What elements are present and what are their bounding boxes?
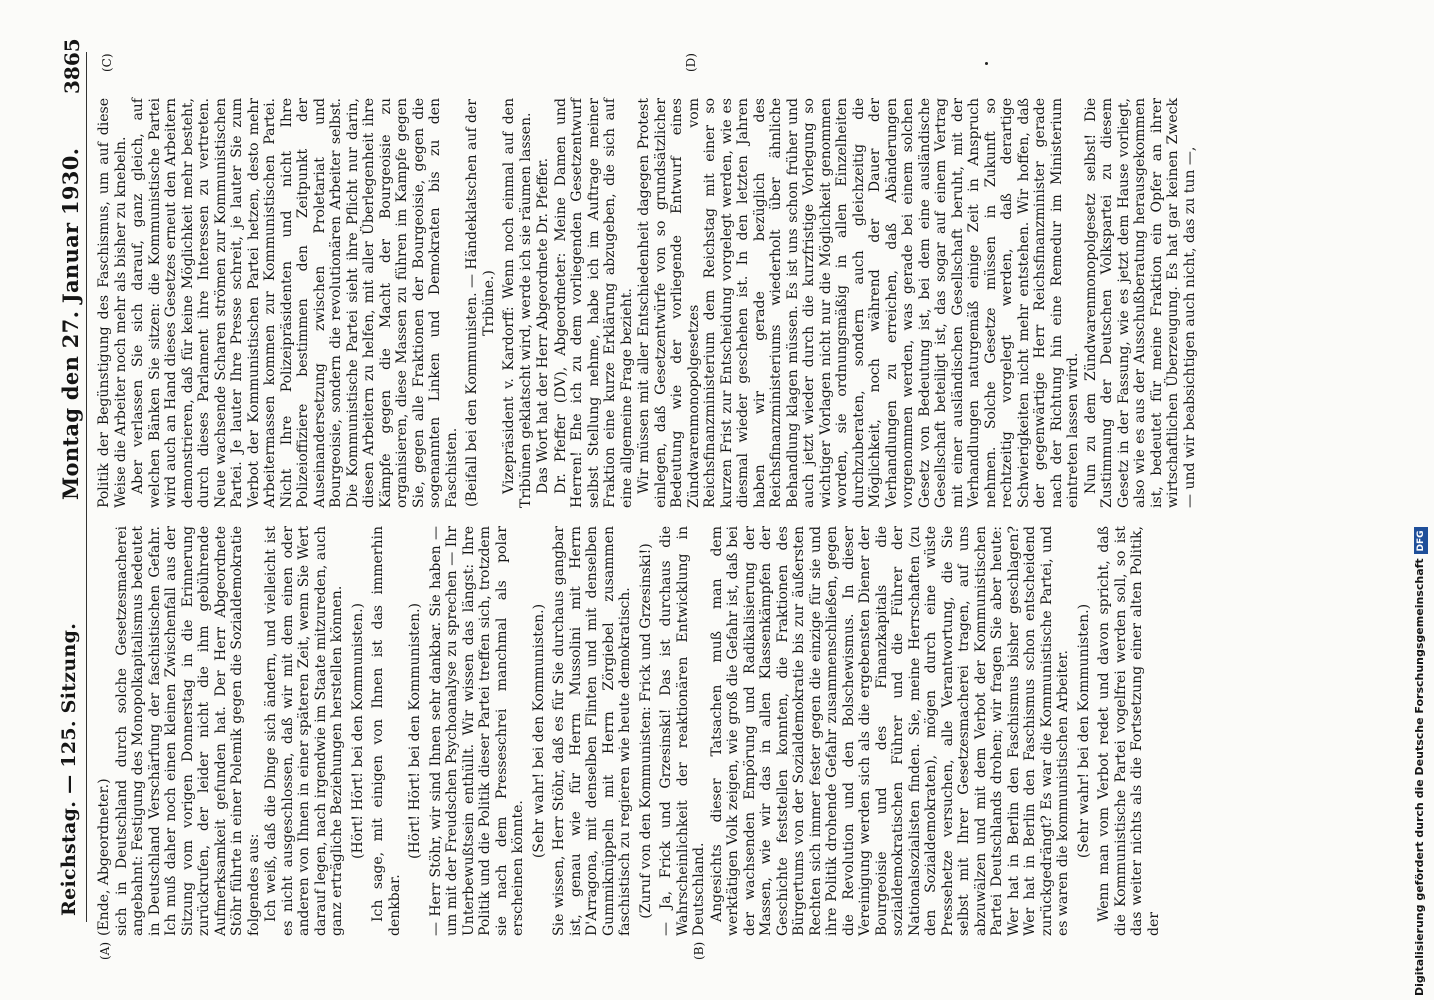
margin-mark-a: (A) [98, 941, 112, 960]
header-rule [86, 52, 87, 922]
digitization-credit [1400, 6, 1434, 996]
header-session: Reichstag. — 125. Sitzung. [58, 622, 80, 916]
interjection: (Zuruf von den Kommunisten: Frick und Grzesinski!) [637, 543, 654, 919]
paragraph: Vizepräsident v. Kardorff: Wenn noch einmal auf den Tribünen geklatscht wird, werde ich sie räumen lassen. [501, 98, 534, 508]
interjection: (Sehr wahr! bei den Kommunisten.) [530, 603, 547, 859]
right-column [96, 98, 1199, 508]
paragraph: sich in Deutschland durch solche Gesetzesmacherei angebahnt: Festigung des Monopolkapitalismus bedeutet in Deutschland Verschärfung der faschistischen Gefahr. Ich muß daher noch einen kleinen Zwischenfall aus der Sitzung vom vorigen Donnerstag in die Erinnerung zurückrufen, der leider nicht die ihm gebührende Aufmerksamkeit gefunden hat. Der Herr Abgeordnete Stöhr führte in einer Polemik gegen die Sozialdemokratie folgendes aus: [113, 526, 262, 936]
margin-mark-c: (C) [100, 53, 114, 72]
paragraph: — Ja, Frick und Grzesinski! Das ist durchaus die Wahrscheinlichkeit der reaktionären Entwicklung in Deutschland. [658, 526, 707, 936]
margin-mark-d: (D) [684, 53, 698, 72]
credit-text: Digitalisierung gefördert durch die Deutsche Forschungsgemeinschaft [1413, 558, 1426, 996]
paragraph: — Herr Stöhr, wir sind Ihnen sehr dankbar. Sie haben — um mit der Freudschen Psychoanalyse zu sprechen — Ihr Unterbewußtsein enthüllt. Wir wissen das längst: Ihre Politik und die Politik dieser Partei treffen sich, trotzdem sie nach dem Presseschrei manchmal als polar erscheinen könnte. [427, 526, 526, 936]
paragraph: Ich weiß, daß die Dinge sich ändern, und vielleicht ist es nicht ausgeschlossen, daß wir mit dem einen oder anderen von Ihnen in einer späteren Zeit, wenn Sie Wert darauf legen, nach irgendwie im Staate mitzureden, auch ganz erträgliche Beziehungen herstellen können. [263, 526, 345, 936]
interjection: (Hört! Hört! bei den Kommunisten.) [349, 603, 366, 860]
paragraph: Wenn man vom Verbot redet und davon spricht, daß die Kommunistische Partei vogelfrei werden soll, so ist das weiter nichts als die Fortsetzung einer alten Politik, der [1096, 526, 1162, 936]
page-header [0, 20, 90, 970]
paragraph: (Ende, Abgeordneter.) [96, 778, 112, 936]
paragraph: Wir müssen mit aller Entschiedenheit dagegen Protest einlegen, daß Gesetzentwürfe von so grundsätzlicher Bedeutung wie der vorliegende Entwurf eines Zündwarenmonopolgesetzes vom Reichsfinanzministerium dem Reichstag mit einer so kurzen Frist zur Entscheidung vorgelegt werden, wie es diesmal wieder geschehen ist. In den letzten Jahren haben wir gerade bezüglich des Reichsfinanzministeriums wiederholt über ähnliche Behandlung klagen müssen. Es ist uns schon früher und auch jetzt wieder durch die kurzfristige Vorlegung so wichtiger Vorlagen nicht nur die Möglichkeit genommen worden, sie ordnungsmäßig in allen Einzelheiten durchzuberaten, sondern auch gleichzeitig die Möglichkeit, noch während der Dauer der Verhandlungen zu erreichen, daß Abänderungen vorgenommen werden, was gerade bei einem solchen Gesetz von Bedeutung ist, bei dem eine ausländische Gesellschaft beteiligt ist, das sogar auf einem Vertrag mit einer ausländischen Gesellschaft beruht, mit der Verhandlungen naturgemäß einige Zeit in Anspruch nehmen. Solche Gesetze müssen in Zukunft so rechtzeitig vorgelegt werden, daß derartige Schwierigkeiten nicht mehr entstehen. Wir hoffen, daß der gegenwärtige Herr Reichsfinanzminister gerade nach der Richtung hin eine Remedur im Ministerium eintreten lassen wird. [636, 98, 1081, 508]
page-number: 3865 [60, 38, 84, 94]
dfg-logo: DFG [1414, 527, 1428, 554]
header-date: Montag den 27. Januar 1930. [58, 147, 83, 500]
paragraph: Politik der Begünstigung des Faschismus, um auf diese Weise die Arbeiter noch mehr als bisher zu knebeln. [96, 98, 129, 508]
paragraph: Aber verlassen Sie sich darauf, ganz gleich, auf welchen Bänken Sie sitzen: die Kommunistische Partei wird auch an Hand dieses Gesetzes erneut den Arbeitern demonstrieren, daß für keine Möglichkeit mehr besteht, durch dieses Parlament ihre Interessen zu vertreten. Neue wachsende Scharen strömen zur Kommunistischen Partei. Je lauter Ihre Presse schreit, je lauter Sie zum Verbot der Kommunistischen Partei hetzen, desto mehr Arbeitermassen kommen zur Kommunistischen Partei. Nicht Ihre Polizeipräsidenten und nicht Ihre Polizeioffiziere bestimmen den Zeitpunkt der Auseinandersetzung zwischen Proletariat und Bourgeoisie, sondern die revolutionären Arbeiter selbst. Die Kommunistische Partei sieht ihre Pflicht nur darin, diesen Arbeitern zu helfen, mit aller Überlegenheit ihre Kämpfe gegen die Macht der Bourgeoisie zu organisieren, diese Massen zu führen im Kampfe gegen Sie, gegen alle Fraktionen der Bourgeoisie, gegen die sogenannten Linken und Demokraten bis zu den Faschisten. [130, 98, 460, 508]
paragraph: Das Wort hat der Herr Abgeordnete Dr. Pfeffer. [535, 157, 551, 494]
paragraph: Angesichts dieser Tatsachen muß man dem werktätigen Volk zeigen, wie groß die Gefahr ist, daß bei der wachsenden Empörung und Radikalisierung der Massen, wie wir das in allen Klassenkämpfen der Geschichte feststellen konnten, die Fraktionen des Bürgertums von der Sozialdemokratie bis zur äußersten Rechten sich immer fester gegen die einzige für sie und ihre Politik drohende Gefahr zusammenschließen, gegen die Revolution und den Bolschewismus. In dieser Vereinigung werden sich als die ergebensten Diener der Bourgeoisie und des Finanzkapitals die sozialdemokratischen Führer und die Führer der Nationalsozialisten finden. Sie, meine Herrschaften (zu den Sozialdemokraten), mögen durch eine wüste Pressehetze versuchen, alle Verantwortung, die Sie selbst mit Ihrer Gesetzesmacherei tragen, auf uns abzuwälzen und mit dem Verbot der Kommunistischen Partei Deutschlands drohen; wir fragen Sie aber heute: Wer hat in Berlin den Faschismus bisher geschlagen? Wer hat in Berlin den Faschismus schon entscheidend zurückgedrängt? Es war die Kommunistische Partei, und es waren die kommunistischen Arbeiter. [708, 526, 1071, 936]
margin-mark-b: (B) [692, 941, 706, 960]
left-column [96, 526, 1163, 936]
paragraph: Ich sage, mit einigen von Ihnen ist das immerhin denkbar. [370, 526, 403, 936]
paragraph: Nun zu dem Zündwarenmonopolgesetz selbst! Die Zustimmung der Deutschen Volkspartei zu diesem Gesetz in der Fassung, wie es jetzt dem Hause vorliegt, also wie es aus der Ausschußberatung herausgekommen ist, bedeutet für meine Fraktion ein Opfer an ihrer wirtschaftlichen Überzeugung. Es hat gar keinen Zweck — und wir beabsichtigen auch nicht, das zu tun —, [1082, 98, 1198, 508]
interjection: (Hört! Hört! bei den Kommunisten.) [407, 603, 423, 860]
scan-speck [985, 62, 988, 65]
interjection: (Beifall bei den Kommunisten. — Händeklatschen auf der Tribüne.) [464, 99, 497, 507]
interjection: (Sehr wahr! bei den Kommunisten.) [1075, 603, 1092, 859]
paragraph: Dr. Pfeffer (DV), Abgeordneter: Meine Damen und Herren! Ehe ich zu dem vorliegenden Gesetzentwurf selbst Stellung nehme, habe ich im Auftrage meiner Fraktion eine kurze Erklärung abzugeben, die sich auf eine allgemeine Frage bezieht. [552, 98, 635, 508]
paragraph: Sie wissen, Herr Stöhr, daß es für Sie durchaus gangbar ist, genau wie für Herrn Mussolini mit Herrn D'Arragona, mit denselben Flinten und mit denselben Gummiknüppeln mit Herrn Zörgiebel zusammen faschistisch zu regieren wie heute demokratisch. [551, 526, 633, 936]
